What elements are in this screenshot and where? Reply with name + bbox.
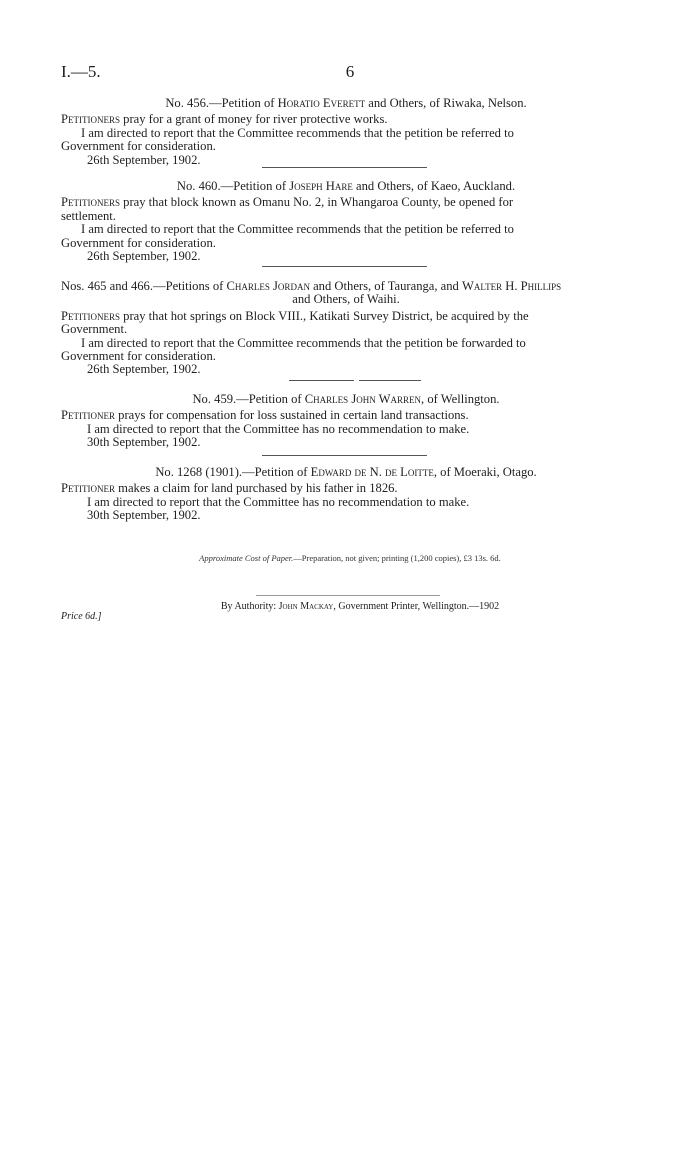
report-date: 26th September, 1902. xyxy=(87,249,201,264)
petition-prayer: Petitioners pray that block known as Omanu No. 2, in Whangaroa County, be opened for xyxy=(61,195,514,210)
cost-of-paper: Approximate Cost of Paper.—Preparation, not given; printing (1,200 copies), £3 13s. 6d. xyxy=(199,553,501,563)
petition-prayer: Petitioners pray for a grant of money for river protective works. xyxy=(61,112,388,127)
petition-entry xyxy=(61,466,631,523)
committee-report-continued: Government for consideration. xyxy=(61,139,216,154)
petition-heading-continued: and Others, of Waihi. xyxy=(292,292,400,307)
report-date: 26th September, 1902. xyxy=(87,152,201,167)
price-label: Price 6d.] xyxy=(61,611,102,622)
section-divider xyxy=(262,266,427,267)
petition-prayer: Petitioner makes a claim for land purchased by his father in 1826. xyxy=(61,481,398,496)
petitioner-name: Charles Jordan xyxy=(226,279,310,293)
report-date: 30th September, 1902. xyxy=(87,435,201,450)
committee-report: I am directed to report that the Committee recommends that the petition be referred to xyxy=(81,222,514,237)
section-divider xyxy=(262,455,427,456)
petition-heading: No. 1268 (1901).—Petition of Edward de N. de Loitte, of Moeraki, Otago. xyxy=(155,465,537,479)
document-code: I.—5. xyxy=(61,62,101,81)
printing-authority: By Authority: John Mackay, Government Printer, Wellington.—1902 xyxy=(220,601,500,612)
petition-heading: No. 459.—Petition of Charles John Warren, of Wellington. xyxy=(192,392,500,406)
petition-entry xyxy=(61,180,631,263)
committee-report: I am directed to report that the Committee recommends that the petition be forwarded to xyxy=(81,335,526,350)
printer-name: John Mackay xyxy=(278,601,334,612)
petition-prayer: Petitioner prays for compensation for loss sustained in certain land transactions. xyxy=(61,408,469,423)
petition-heading: No. 460.—Petition of Joseph Hare and Others, of Kaeo, Auckland. xyxy=(176,179,516,193)
petition-prayer: Petitioners pray that hot springs on Block VIII., Katikati Survey District, be acquired by the xyxy=(61,308,529,323)
petitioner-name: Joseph Hare xyxy=(289,179,353,193)
footer-rule xyxy=(256,595,440,596)
petitioner-name: Edward de N. de Loitte xyxy=(310,465,434,479)
petition-entry xyxy=(61,97,631,167)
section-divider xyxy=(359,380,421,381)
petitioner-name: Horatio Everett xyxy=(277,96,366,110)
petition-prayer-continued: Government. xyxy=(61,322,128,337)
petition-heading: Nos. 465 and 466.—Petitions of Charles Jordan and Others, of Tauranga, and Walter H. Phillips xyxy=(61,279,562,293)
committee-report: I am directed to report that the Committee has no recommendation to make. xyxy=(87,421,470,436)
committee-report-continued: Government for consideration. xyxy=(61,235,216,250)
petitioner-name: Charles John Warren xyxy=(304,392,422,406)
committee-report: I am directed to report that the Committee recommends that the petition be referred to xyxy=(81,125,514,140)
report-date: 30th September, 1902. xyxy=(87,508,201,523)
petition-entry xyxy=(61,393,631,450)
petition-heading: No. 456.—Petition of Horatio Everett and Others, of Riwaka, Nelson. xyxy=(165,96,527,110)
page-number: 6 xyxy=(345,62,355,81)
petition-entry xyxy=(61,280,631,377)
committee-report: I am directed to report that the Committee has no recommendation to make. xyxy=(87,494,470,509)
section-divider xyxy=(289,380,354,381)
committee-report-continued: Government for consideration. xyxy=(61,349,216,364)
petition-prayer-continued: settlement. xyxy=(61,208,116,223)
report-date: 26th September, 1902. xyxy=(87,362,201,377)
section-divider xyxy=(262,167,427,168)
petitioner-name-2: Walter H. Phillips xyxy=(462,279,562,293)
